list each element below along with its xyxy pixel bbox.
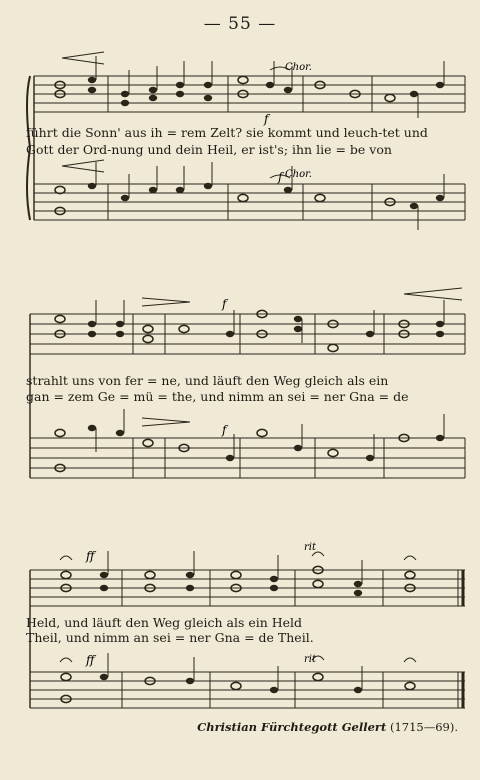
lyric-line: gan = zem Ge = mü = the, und nimm an sei = ner Gna = de — [26, 389, 409, 404]
lyric-line: führt die Sonn' aus ih = rem Zelt? sie kommt und leuch-tet und — [26, 125, 428, 140]
dynamic-mark: rit — [304, 654, 316, 665]
author-credit — [197, 720, 458, 734]
lyric-line: Theil, und nimm an sei = ner Gna = de Theil. — [26, 630, 314, 645]
lyric-line: strahlt uns von fer = ne, und läuft den Weg gleich als ein — [26, 373, 389, 388]
lyric-line: Gott der Ord-nung und dein Heil, er ist's; ihn lie = be von — [26, 142, 392, 157]
author-years: (1715—69). — [389, 720, 458, 734]
lyric-line: Held, und läuft den Weg gleich als ein Held — [26, 615, 303, 630]
page-number: — 55 — — [203, 14, 277, 34]
dynamic-mark: ff — [86, 653, 95, 667]
chor-mark: Chor. — [285, 62, 312, 73]
dynamic-mark: ff — [86, 549, 95, 563]
chor-mark: Chor. — [285, 169, 312, 180]
dynamic-mark: rit — [304, 542, 316, 553]
dynamic-mark: f — [264, 112, 269, 126]
dynamic-mark: f — [222, 423, 227, 437]
dynamic-mark: f — [222, 297, 227, 311]
author-name: Christian Fürchtegott Gellert — [197, 720, 387, 734]
dynamic-mark: f — [278, 170, 283, 184]
